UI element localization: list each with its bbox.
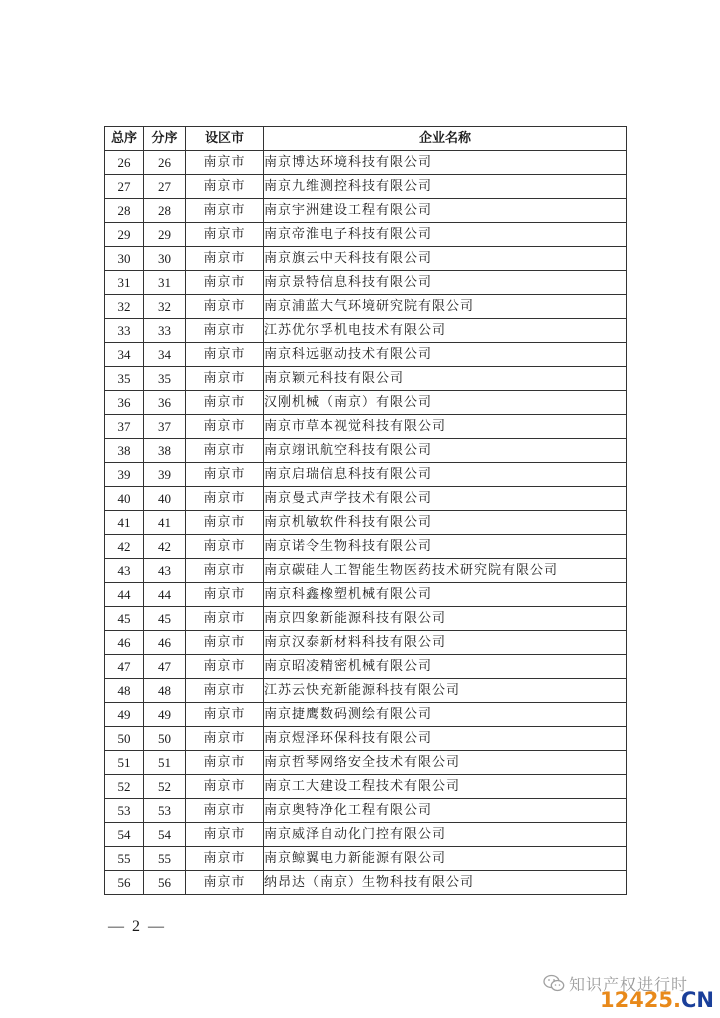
cell-sub-index: 41	[144, 511, 186, 535]
cell-sub-index: 28	[144, 199, 186, 223]
cell-company-name: 南京帝淮电子科技有限公司	[264, 223, 627, 247]
cell-company-name: 南京汉泰新材料科技有限公司	[264, 631, 627, 655]
table-header-row	[105, 127, 627, 151]
cell-city: 南京市	[186, 775, 264, 799]
table-row	[105, 847, 627, 871]
cell-company-name: 南京九维测控科技有限公司	[264, 175, 627, 199]
cell-sub-index: 42	[144, 535, 186, 559]
table-row	[105, 439, 627, 463]
cell-company-name: 南京博达环境科技有限公司	[264, 151, 627, 175]
cell-city: 南京市	[186, 487, 264, 511]
cell-city: 南京市	[186, 175, 264, 199]
cell-sub-index: 31	[144, 271, 186, 295]
cell-city: 南京市	[186, 391, 264, 415]
cell-company-name: 南京浦蓝大气环境研究院有限公司	[264, 295, 627, 319]
cell-company-name: 南京宇洲建设工程有限公司	[264, 199, 627, 223]
header-total-index: 总序	[105, 127, 144, 151]
table-row	[105, 151, 627, 175]
cell-sub-index: 38	[144, 439, 186, 463]
cell-sub-index: 40	[144, 487, 186, 511]
watermark-logo	[600, 988, 714, 1012]
cell-city: 南京市	[186, 439, 264, 463]
cell-sub-index: 37	[144, 415, 186, 439]
table-row	[105, 415, 627, 439]
cell-sub-index: 47	[144, 655, 186, 679]
table-row	[105, 511, 627, 535]
watermark-account: 知识产权进行时	[569, 975, 689, 994]
cell-city: 南京市	[186, 511, 264, 535]
cell-total-index: 40	[105, 487, 144, 511]
cell-city: 南京市	[186, 799, 264, 823]
cell-city: 南京市	[186, 151, 264, 175]
table-row	[105, 535, 627, 559]
table-row	[105, 319, 627, 343]
cell-total-index: 37	[105, 415, 144, 439]
cell-total-index: 44	[105, 583, 144, 607]
cell-total-index: 33	[105, 319, 144, 343]
cell-sub-index: 55	[144, 847, 186, 871]
cell-company-name: 南京捷鹰数码测绘有限公司	[264, 703, 627, 727]
cell-total-index: 45	[105, 607, 144, 631]
cell-sub-index: 29	[144, 223, 186, 247]
cell-city: 南京市	[186, 847, 264, 871]
cell-sub-index: 39	[144, 463, 186, 487]
cell-sub-index: 50	[144, 727, 186, 751]
cell-company-name: 南京颖元科技有限公司	[264, 367, 627, 391]
cell-total-index: 26	[105, 151, 144, 175]
watermark-logo-dot: .	[673, 988, 681, 1012]
enterprise-table	[104, 126, 627, 895]
table-row	[105, 583, 627, 607]
cell-city: 南京市	[186, 583, 264, 607]
cell-city: 南京市	[186, 751, 264, 775]
cell-company-name: 汉刚机械（南京）有限公司	[264, 391, 627, 415]
cell-company-name: 南京奥特净化工程有限公司	[264, 799, 627, 823]
watermark-logo-tld: CN	[681, 988, 714, 1012]
cell-city: 南京市	[186, 535, 264, 559]
cell-company-name: 南京机敏软件科技有限公司	[264, 511, 627, 535]
table-row	[105, 199, 627, 223]
cell-city: 南京市	[186, 559, 264, 583]
header-city: 设区市	[186, 127, 264, 151]
cell-company-name: 南京四象新能源科技有限公司	[264, 607, 627, 631]
cell-total-index: 30	[105, 247, 144, 271]
cell-city: 南京市	[186, 655, 264, 679]
cell-total-index: 41	[105, 511, 144, 535]
table-row	[105, 751, 627, 775]
cell-total-index: 39	[105, 463, 144, 487]
cell-company-name: 南京工大建设工程技术有限公司	[264, 775, 627, 799]
cell-sub-index: 56	[144, 871, 186, 895]
cell-company-name: 南京曼式声学技术有限公司	[264, 487, 627, 511]
cell-total-index: 35	[105, 367, 144, 391]
table-row	[105, 223, 627, 247]
cell-total-index: 55	[105, 847, 144, 871]
table-row	[105, 655, 627, 679]
cell-company-name: 江苏云快充新能源科技有限公司	[264, 679, 627, 703]
cell-company-name: 江苏优尔孚机电技术有限公司	[264, 319, 627, 343]
cell-company-name: 南京翊讯航空科技有限公司	[264, 439, 627, 463]
cell-sub-index: 30	[144, 247, 186, 271]
cell-total-index: 38	[105, 439, 144, 463]
table-body	[105, 151, 627, 895]
cell-company-name: 纳昂达（南京）生物科技有限公司	[264, 871, 627, 895]
table-row	[105, 679, 627, 703]
cell-total-index: 29	[105, 223, 144, 247]
cell-total-index: 46	[105, 631, 144, 655]
cell-total-index: 36	[105, 391, 144, 415]
cell-city: 南京市	[186, 415, 264, 439]
table-row	[105, 295, 627, 319]
cell-total-index: 52	[105, 775, 144, 799]
table-row	[105, 271, 627, 295]
cell-sub-index: 54	[144, 823, 186, 847]
cell-city: 南京市	[186, 679, 264, 703]
cell-total-index: 54	[105, 823, 144, 847]
table-row	[105, 463, 627, 487]
cell-total-index: 42	[105, 535, 144, 559]
cell-total-index: 53	[105, 799, 144, 823]
table-row	[105, 607, 627, 631]
cell-city: 南京市	[186, 463, 264, 487]
cell-city: 南京市	[186, 271, 264, 295]
cell-total-index: 51	[105, 751, 144, 775]
table-row	[105, 559, 627, 583]
cell-sub-index: 45	[144, 607, 186, 631]
header-company-name: 企业名称	[264, 127, 627, 151]
cell-total-index: 28	[105, 199, 144, 223]
table-row	[105, 727, 627, 751]
cell-company-name: 南京昭凌精密机械有限公司	[264, 655, 627, 679]
wechat-icon	[543, 974, 565, 992]
page-number: — 2 —	[108, 918, 166, 935]
cell-sub-index: 52	[144, 775, 186, 799]
cell-city: 南京市	[186, 727, 264, 751]
cell-city: 南京市	[186, 319, 264, 343]
cell-sub-index: 53	[144, 799, 186, 823]
cell-sub-index: 36	[144, 391, 186, 415]
table-row	[105, 871, 627, 895]
table-row	[105, 343, 627, 367]
table-row	[105, 703, 627, 727]
cell-total-index: 48	[105, 679, 144, 703]
cell-city: 南京市	[186, 343, 264, 367]
cell-sub-index: 33	[144, 319, 186, 343]
cell-sub-index: 32	[144, 295, 186, 319]
table-row	[105, 175, 627, 199]
cell-city: 南京市	[186, 871, 264, 895]
table-row	[105, 367, 627, 391]
cell-total-index: 31	[105, 271, 144, 295]
cell-total-index: 47	[105, 655, 144, 679]
cell-total-index: 56	[105, 871, 144, 895]
table-row	[105, 391, 627, 415]
cell-sub-index: 35	[144, 367, 186, 391]
cell-company-name: 南京威泽自动化门控有限公司	[264, 823, 627, 847]
cell-city: 南京市	[186, 247, 264, 271]
header-sub-index: 分序	[144, 127, 186, 151]
cell-city: 南京市	[186, 823, 264, 847]
cell-city: 南京市	[186, 199, 264, 223]
cell-company-name: 南京市草本视觉科技有限公司	[264, 415, 627, 439]
cell-total-index: 32	[105, 295, 144, 319]
table-row	[105, 247, 627, 271]
cell-company-name: 南京碳硅人工智能生物医药技术研究院有限公司	[264, 559, 627, 583]
cell-sub-index: 48	[144, 679, 186, 703]
cell-company-name: 南京诺令生物科技有限公司	[264, 535, 627, 559]
cell-total-index: 49	[105, 703, 144, 727]
table-row	[105, 775, 627, 799]
cell-total-index: 27	[105, 175, 144, 199]
cell-city: 南京市	[186, 295, 264, 319]
table-row	[105, 487, 627, 511]
cell-sub-index: 26	[144, 151, 186, 175]
cell-city: 南京市	[186, 607, 264, 631]
cell-sub-index: 46	[144, 631, 186, 655]
table-row	[105, 799, 627, 823]
cell-company-name: 南京启瑞信息科技有限公司	[264, 463, 627, 487]
cell-city: 南京市	[186, 367, 264, 391]
cell-city: 南京市	[186, 631, 264, 655]
cell-sub-index: 49	[144, 703, 186, 727]
cell-sub-index: 51	[144, 751, 186, 775]
cell-city: 南京市	[186, 223, 264, 247]
cell-company-name: 南京景特信息科技有限公司	[264, 271, 627, 295]
cell-sub-index: 43	[144, 559, 186, 583]
cell-company-name: 南京科远驱动技术有限公司	[264, 343, 627, 367]
cell-sub-index: 34	[144, 343, 186, 367]
watermark	[543, 970, 718, 1014]
cell-total-index: 43	[105, 559, 144, 583]
watermark-logo-number: 12425	[599, 988, 674, 1012]
cell-sub-index: 27	[144, 175, 186, 199]
cell-company-name: 南京哲琴网络安全技术有限公司	[264, 751, 627, 775]
cell-sub-index: 44	[144, 583, 186, 607]
cell-company-name: 南京科鑫橡塑机械有限公司	[264, 583, 627, 607]
cell-total-index: 50	[105, 727, 144, 751]
table-row	[105, 631, 627, 655]
table-row	[105, 823, 627, 847]
cell-city: 南京市	[186, 703, 264, 727]
cell-company-name: 南京鲸翼电力新能源有限公司	[264, 847, 627, 871]
cell-company-name: 南京煜泽环保科技有限公司	[264, 727, 627, 751]
cell-total-index: 34	[105, 343, 144, 367]
cell-company-name: 南京旗云中天科技有限公司	[264, 247, 627, 271]
